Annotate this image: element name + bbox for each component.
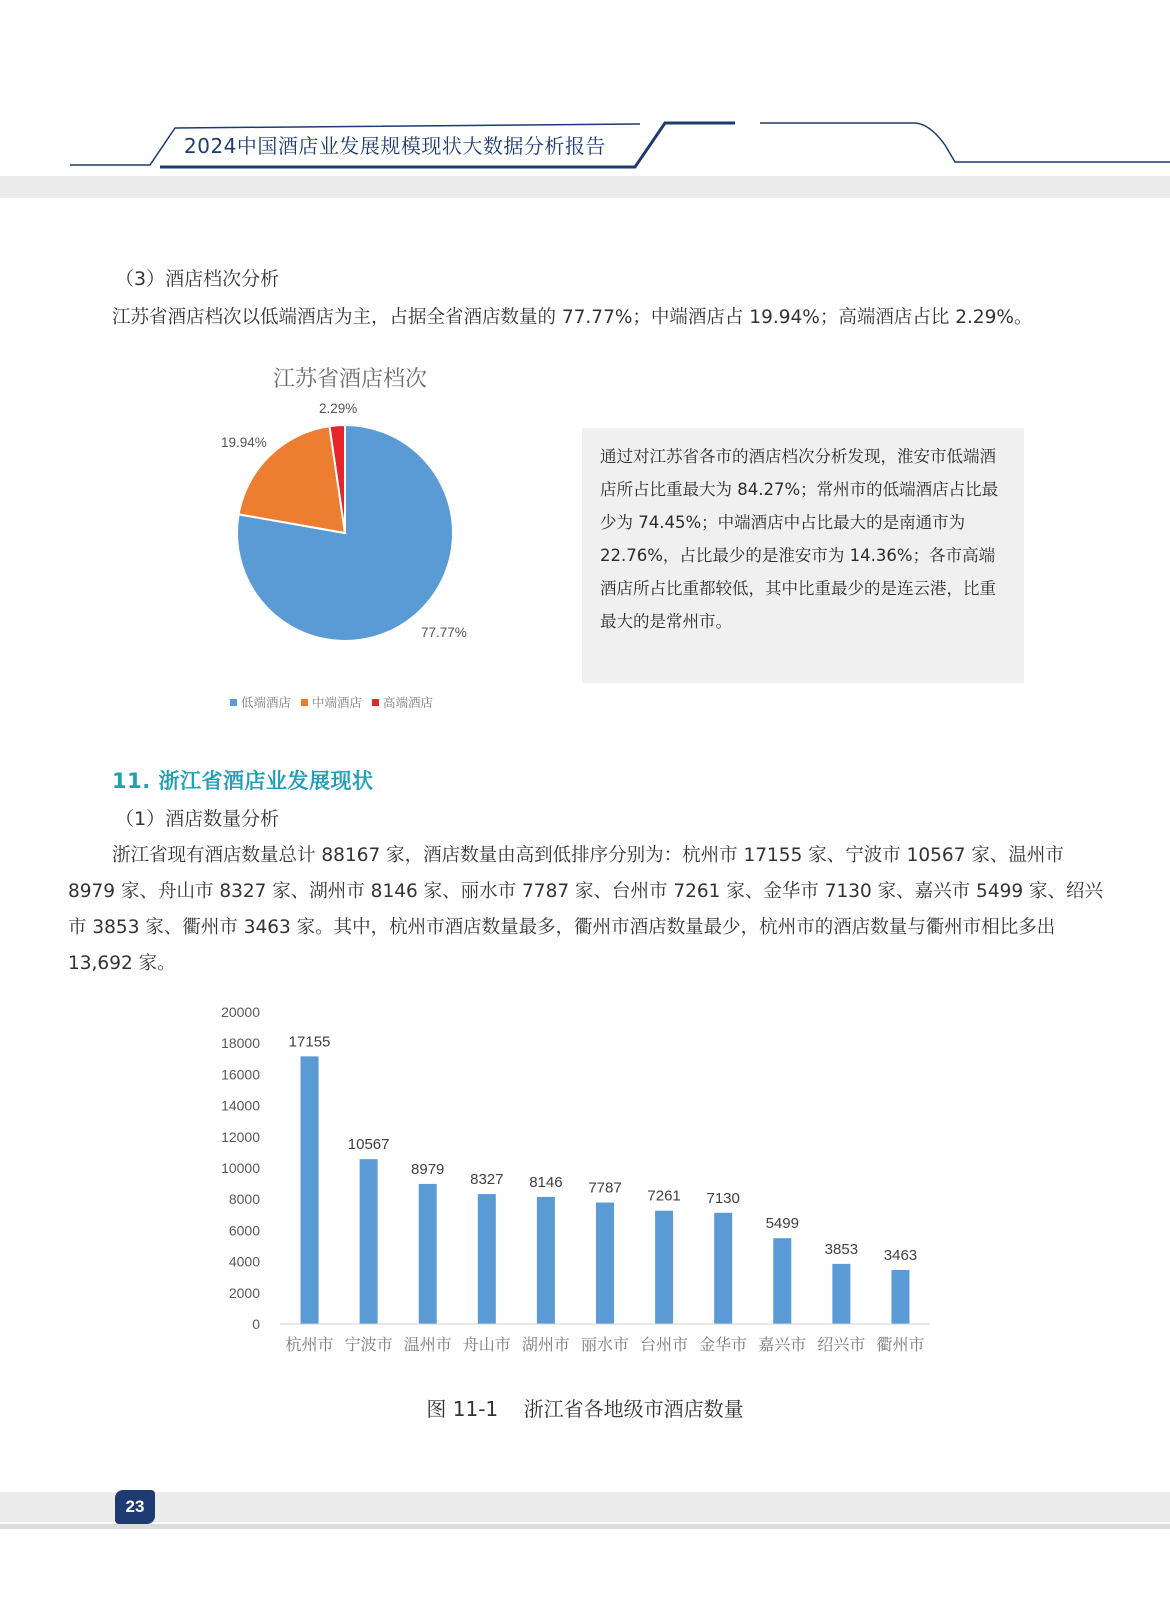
bar [596, 1203, 614, 1324]
footer-band [0, 1492, 1170, 1522]
y-tick-label: 12000 [221, 1128, 260, 1145]
section-label-grade: （3）酒店档次分析 [115, 268, 280, 290]
legend-item-low: 低端酒店 [230, 693, 291, 711]
bar-value-label: 3853 [824, 1240, 859, 1258]
y-tick-label: 6000 [228, 1222, 260, 1239]
y-tick-label: 16000 [221, 1066, 260, 1083]
section-heading-zhejiang: 11. 浙江省酒店业发展现状 [112, 769, 374, 793]
y-tick-label: 2000 [228, 1284, 260, 1301]
pie-value-label-mid: 19.94% [221, 435, 267, 450]
bar-value-label: 8146 [529, 1173, 563, 1191]
analysis-note-text: 通过对江苏省各市的酒店档次分析发现，淮安市低端酒店所占比重最大为 84.27%；常州市的低端酒店占比最少为 74.45%；中端酒店中占比最大的是南通市为 22.76%，占比最少的是淮安市为 14.36%；各市高端酒店所占比重都较低，其中比重最少的是连云港，比重最大的是常州市。 [600, 447, 999, 631]
x-tick-label: 宁波市 [344, 1335, 393, 1354]
bar [360, 1159, 378, 1324]
pie-slices [237, 425, 453, 641]
y-tick-label: 4000 [228, 1253, 260, 1270]
footer-line [0, 1524, 1170, 1529]
pie-value-label-high: 2.29% [319, 401, 358, 416]
header-band [0, 176, 1170, 198]
x-tick-label: 衢州市 [876, 1335, 925, 1354]
bar-value-label: 7261 [647, 1187, 681, 1205]
x-tick-label: 丽水市 [580, 1335, 630, 1354]
y-tick-label: 18000 [221, 1035, 260, 1052]
bar-value-label: 5499 [765, 1215, 799, 1233]
bar-value-label: 10567 [347, 1136, 390, 1154]
bar [537, 1197, 555, 1324]
pie-chart [215, 395, 500, 665]
report-title: 2024中国酒店业发展规模现状大数据分析报告 [184, 134, 606, 158]
y-axis-ticks [221, 1004, 260, 1332]
y-tick-label: 0 [252, 1316, 260, 1332]
x-tick-label: 舟山市 [462, 1335, 511, 1354]
x-tick-label: 绍兴市 [817, 1335, 866, 1354]
analysis-note-box [582, 428, 1024, 683]
section-label-count: （1）酒店数量分析 [115, 808, 280, 830]
chart-caption: 图 11-1 浙江省各地级市酒店数量 [426, 1397, 744, 1421]
legend-item-high: 高端酒店 [372, 693, 433, 711]
x-tick-label: 温州市 [403, 1335, 452, 1354]
bar [714, 1213, 732, 1324]
x-tick-label: 湖州市 [521, 1335, 570, 1354]
bar-value-label: 7130 [706, 1189, 740, 1207]
bar-value-label: 8327 [470, 1171, 504, 1189]
bar [655, 1211, 673, 1324]
bar [419, 1184, 437, 1324]
bar [891, 1270, 909, 1324]
bar-value-label: 17155 [288, 1033, 331, 1051]
bar-chart [200, 1000, 960, 1375]
bar-value-label: 8979 [411, 1160, 445, 1178]
pie-legend [230, 693, 439, 711]
x-tick-label: 杭州市 [285, 1335, 334, 1354]
bar-value-label: 3463 [883, 1246, 918, 1264]
x-axis-labels [286, 1335, 925, 1354]
page-number: 23 [115, 1490, 155, 1524]
x-tick-label: 嘉兴市 [758, 1335, 807, 1354]
x-tick-label: 台州市 [640, 1335, 689, 1354]
y-tick-label: 14000 [221, 1097, 260, 1114]
jiangsu-grade-paragraph: 江苏省酒店档次以低端酒店为主，占据全省酒店数量的 77.77%；中端酒店占 19.94%；高端酒店占比 2.29%。 [112, 307, 1033, 328]
x-tick-label: 金华市 [699, 1335, 748, 1354]
pie-value-label-low: 77.77% [421, 625, 467, 640]
bar [773, 1238, 791, 1324]
bar [478, 1194, 496, 1324]
zhejiang-count-paragraph: 浙江省现有酒店数量总计 88167 家，酒店数量由高到低排序分别为：杭州市 17155 家、宁波市 10567 家、温州市 8979 家、舟山市 8327 家、湖州市 8146 家、丽水市 7787 家、台州市 7261 家、金华市 7130 家、嘉兴市 5499 家、绍兴市 3853 家、衢州市 3463 家。其中，杭州市酒店数量最多，衢州市酒店数量最少，杭州市的酒店数量与衢州市相比多出 13,692 家。 [68, 845, 1104, 974]
bar [301, 1056, 319, 1324]
pie-chart-title: 江苏省酒店档次 [272, 367, 427, 392]
y-tick-label: 8000 [228, 1191, 260, 1208]
legend-item-mid: 中端酒店 [301, 693, 362, 711]
y-tick-label: 10000 [221, 1160, 260, 1176]
y-tick-label: 20000 [221, 1004, 260, 1020]
bar [832, 1264, 850, 1324]
bar-value-label: 7787 [588, 1179, 622, 1197]
